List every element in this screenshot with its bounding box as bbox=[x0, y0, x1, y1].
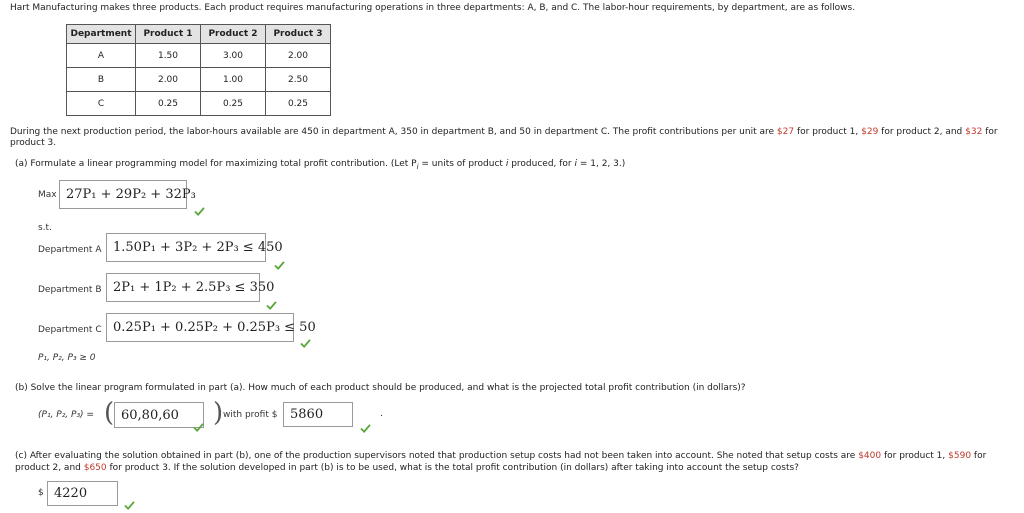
part-c-text: for product 3. If the solution developed in part (b) is to be used, what is the total profit contribution (in dollars) after taking into account the setup costs? bbox=[106, 463, 799, 473]
table-cell: 0.25 bbox=[136, 92, 201, 116]
table-cell: 3.00 bbox=[201, 44, 266, 68]
objective-input[interactable]: 27P₁ + 29P₂ + 32P₃ bbox=[59, 180, 187, 209]
part-c-question bbox=[15, 450, 1010, 474]
part-c-text: for product 1, bbox=[881, 451, 949, 461]
labor-hour-table bbox=[66, 24, 331, 116]
table-cell: B bbox=[67, 68, 136, 92]
production-text bbox=[10, 127, 1016, 149]
profit-product-3: $32 bbox=[965, 127, 983, 137]
constraint-label-b: Department B bbox=[38, 285, 102, 295]
part-a-subscript: i bbox=[416, 162, 419, 171]
constraint-label-c: Department C bbox=[38, 325, 102, 335]
part-a-text: = units of product bbox=[418, 159, 506, 169]
production-text-part: for product 2, and bbox=[878, 127, 966, 137]
profit-product-2: $29 bbox=[861, 127, 879, 137]
col-header-department: Department bbox=[67, 25, 136, 44]
right-paren-icon: ) bbox=[213, 398, 224, 428]
max-label: Max bbox=[38, 190, 57, 200]
table-row bbox=[67, 44, 331, 68]
profit-label: with profit $ bbox=[223, 410, 278, 420]
dollar-label: $ bbox=[38, 488, 44, 498]
col-header-product-1: Product 1 bbox=[136, 25, 201, 44]
check-icon bbox=[300, 339, 311, 348]
col-header-product-3: Product 3 bbox=[266, 25, 331, 44]
check-icon bbox=[360, 424, 371, 433]
left-paren-icon: ( bbox=[104, 398, 115, 428]
part-a-question bbox=[15, 159, 625, 171]
table-cell: C bbox=[67, 92, 136, 116]
constraint-b-input[interactable]: 2P₁ + 1P₂ + 2.5P₃ ≤ 350 bbox=[106, 273, 260, 302]
part-a-italic: i bbox=[574, 159, 577, 169]
part-c-text: for product 2, and bbox=[15, 451, 987, 473]
table-cell: 2.50 bbox=[266, 68, 331, 92]
profit-product-1: $27 bbox=[776, 127, 795, 137]
check-icon bbox=[274, 261, 285, 270]
production-text-part: During the next production period, the labor-hours available are 450 in department A, 350 in department B, and 50 in department C. The profit contributions per unit are bbox=[10, 127, 777, 137]
production-text-part: for product 1, bbox=[794, 127, 862, 137]
table-cell: 0.25 bbox=[266, 92, 331, 116]
check-icon bbox=[193, 423, 204, 432]
tuple-label: (P₁, P₂, P₃) = bbox=[38, 410, 94, 420]
table-cell: 2.00 bbox=[136, 68, 201, 92]
table-cell: 0.25 bbox=[201, 92, 266, 116]
st-label: s.t. bbox=[38, 223, 52, 233]
col-header-product-2: Product 2 bbox=[201, 25, 266, 44]
table-cell: 1.00 bbox=[201, 68, 266, 92]
production-text-part: for product 3. bbox=[10, 127, 998, 148]
part-a-text: = 1, 2, 3.) bbox=[577, 159, 626, 169]
part-c-text: (c) After evaluating the solution obtained in part (b), one of the production supervisors noted that production setup costs had not been taken into account. She noted that setup costs are bbox=[15, 451, 859, 461]
setup-cost-product-1: $400 bbox=[858, 451, 882, 461]
check-icon bbox=[266, 301, 277, 310]
nonnegativity-constraint: P₁, P₂, P₃ ≥ 0 bbox=[38, 353, 96, 363]
check-icon bbox=[194, 207, 205, 216]
constraint-a-input[interactable]: 1.50P₁ + 3P₂ + 2P₃ ≤ 450 bbox=[106, 233, 266, 262]
constraint-label-a: Department A bbox=[38, 245, 102, 255]
part-a-text: produced, for bbox=[508, 159, 575, 169]
check-icon bbox=[124, 501, 135, 510]
constraint-c-input[interactable]: 0.25P₁ + 0.25P₂ + 0.25P₃ ≤ 50 bbox=[106, 313, 294, 342]
profit-answer-input[interactable]: 5860 bbox=[283, 402, 353, 427]
table-cell: 2.00 bbox=[266, 44, 331, 68]
setup-cost-product-3: $650 bbox=[83, 463, 107, 473]
part-a-italic: i bbox=[505, 159, 509, 169]
intro-text: Hart Manufacturing makes three products. Each product requires manufacturing operations in three departments: A, B, and C. The labor-hour requirements, by department, are as follows. bbox=[10, 3, 856, 13]
table-cell: 1.50 bbox=[136, 44, 201, 68]
table-cell: A bbox=[67, 44, 136, 68]
setup-profit-input[interactable]: 4220 bbox=[47, 481, 118, 506]
part-a-text: (a) Formulate a linear programming model for maximizing total profit contribution. (Let P bbox=[15, 159, 417, 169]
part-b-question: (b) Solve the linear program formulated in part (a). How much of each product should be produced, and what is the projected total profit contribution (in dollars)? bbox=[15, 383, 746, 393]
table-header-row bbox=[67, 25, 331, 44]
setup-cost-product-2: $590 bbox=[948, 451, 972, 461]
table-row bbox=[67, 68, 331, 92]
table-row bbox=[67, 92, 331, 116]
production-answer-input[interactable]: 60,80,60 bbox=[114, 402, 204, 428]
period-text: . bbox=[380, 409, 383, 419]
